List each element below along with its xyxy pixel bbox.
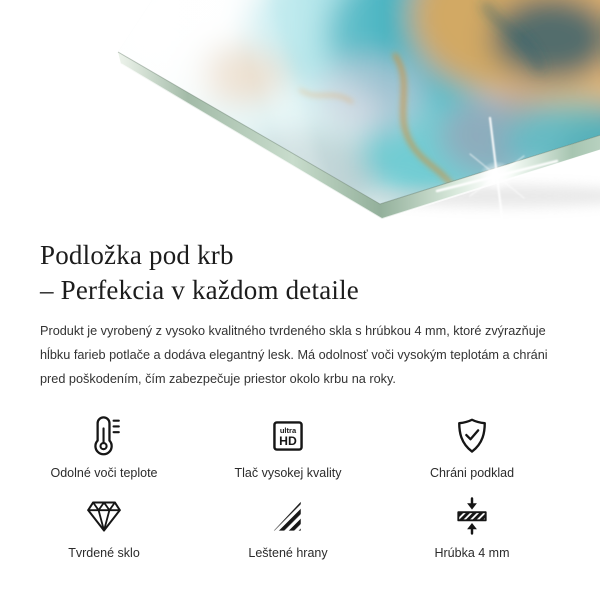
- feature-heat-resistant: [12, 415, 196, 481]
- feature-print-quality: [196, 415, 380, 481]
- title-line-1: Podložka pod krb: [40, 240, 234, 270]
- feature-label: Chráni podklad: [429, 466, 515, 480]
- thickness-press-icon: [455, 495, 489, 537]
- glass-panel-illustration: [0, 0, 600, 230]
- feature-label: Leštené hrany: [248, 546, 328, 560]
- feature-label: Odolné voči teplote: [50, 466, 158, 480]
- page-title: [40, 238, 560, 308]
- polished-edges-icon: [271, 495, 305, 537]
- feature-protects-surface: [380, 415, 564, 481]
- feature-tempered-glass: [12, 495, 196, 561]
- diamond-icon: [85, 495, 123, 537]
- ultra-hd-icon: [272, 415, 304, 457]
- svg-text:HD: HD: [279, 433, 297, 448]
- feature-polished-edges: [196, 495, 380, 561]
- product-photo: [0, 0, 600, 230]
- feature-label: Tvrdené sklo: [68, 546, 140, 560]
- title-line-2: – Perfekcia v každom detaile: [40, 275, 359, 305]
- feature-grid: [12, 415, 564, 561]
- feature-label: Hrúbka 4 mm: [434, 546, 510, 560]
- shield-check-icon: [455, 415, 489, 457]
- feature-thickness: [380, 495, 564, 561]
- svg-text:ultra: ultra: [279, 425, 297, 435]
- feature-label: Tlač vysokej kvality: [234, 466, 342, 480]
- thermometer-icon: [88, 415, 121, 457]
- product-description: Produkt je vyrobený z vysoko kvalitného tvrdeného skla s hrúbkou 4 mm, ktoré zvýrazňuje hĺbku farieb potlače a dodáva elegantný lesk. Má odolnosť voči vysokým teplotám a chráni pred poškodením, čím zabezpečuje priestor okolo krbu na roky.: [40, 324, 548, 386]
- product-info-section: [0, 238, 600, 561]
